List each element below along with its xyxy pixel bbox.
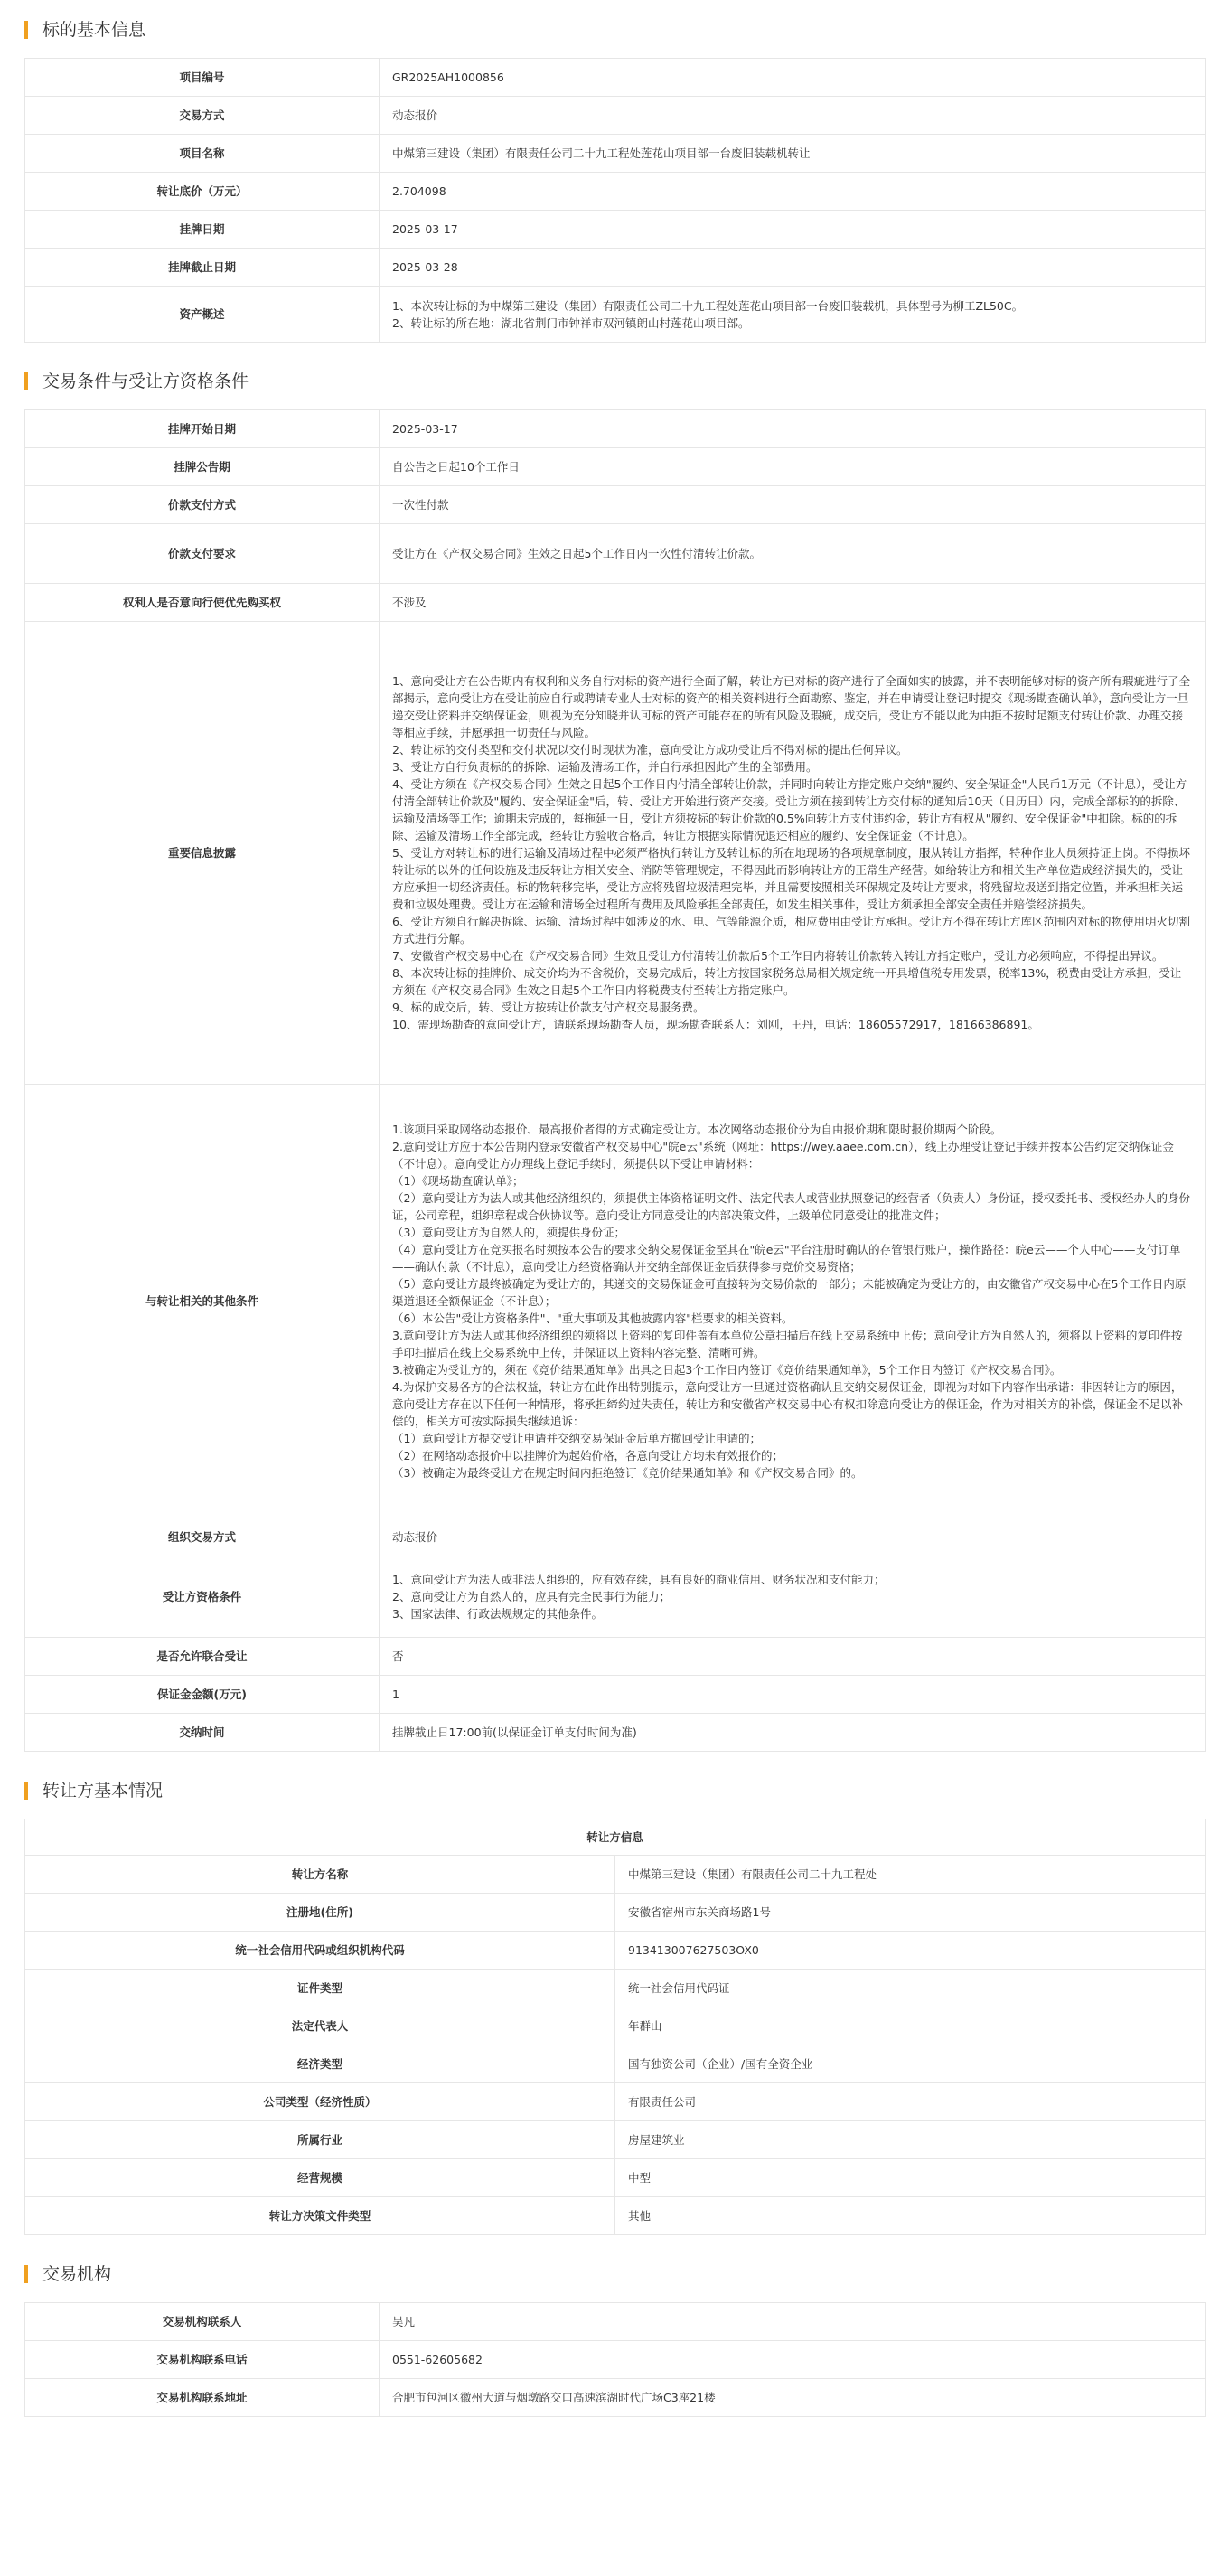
table-row bbox=[25, 1714, 1206, 1752]
row-label: 资产概述 bbox=[25, 287, 380, 343]
other-terms-line: 4.为保护交易各方的合法权益，转让方在此作出特别提示，意向受让方一旦通过资格确认且交纳交易保证金，即视为对如下内容作出承诺：非因转让方的原因，意向受让方存在以下任何一种情形，将承担缔约过失责任，转让方和安徽省产权交易中心有权扣除意向受让方的保证金，作为对相关方的补偿，保证金不足以补偿的，相关方可按实际损失继续追诉： bbox=[392, 1380, 1184, 1428]
table-row bbox=[25, 2197, 1206, 2235]
table-row bbox=[25, 1085, 1206, 1518]
row-value: 其他 bbox=[615, 2197, 1206, 2235]
other-terms-line: 2.意向受让方应于本公告期内登录安徽省产权交易中心"皖e云"系统（网址：https://wey.aaee.com.cn），线上办理受让登记手续并按本公告约定交纳保证金（不计息）。意向受让方办理线上登记手续时，须提供以下受让申请材料： bbox=[392, 1140, 1174, 1170]
row-label: 转让方名称 bbox=[25, 1856, 615, 1894]
disclosure-line: 3、受让方自行负责标的的拆除、运输及清场工作，并自行承担因此产生的全部费用。 bbox=[392, 760, 818, 774]
row-label: 权利人是否意向行使优先购买权 bbox=[25, 584, 380, 622]
disclosure-line: 9、标的成交后，转、受让方按转让价款支付产权交易服务费。 bbox=[392, 1001, 705, 1014]
row-label: 公司类型（经济性质） bbox=[25, 2083, 615, 2121]
disclosure-line: 10、需现场勘查的意向受让方，请联系现场勘查人员，现场勘查联系人：刘刚，王丹，电话：18605572917，18166386891。 bbox=[392, 1018, 1039, 1031]
table-row bbox=[25, 1638, 1206, 1676]
accent-bar bbox=[24, 2265, 28, 2283]
row-value: 2025-03-28 bbox=[380, 249, 1206, 287]
section-header-basic bbox=[24, 16, 1206, 43]
qualification-value bbox=[380, 1556, 1206, 1638]
row-label: 项目编号 bbox=[25, 59, 380, 97]
asset-overview-line: 1、本次转让标的为中煤第三建设（集团）有限责任公司二十九工程处莲花山项目部一台废旧装载机，具体型号为柳工ZL50C。 bbox=[392, 298, 1024, 313]
accent-bar bbox=[24, 1782, 28, 1800]
row-value: 0551-62605682 bbox=[380, 2341, 1206, 2379]
table-row bbox=[25, 2121, 1206, 2159]
disclosure-line: 5、受让方对转让标的进行运输及清场过程中必须严格执行转让方及转让标的所在地现场的各项规章制度，服从转让方指挥，特种作业人员须持证上岗。不得损坏转让标的以外的任何设施及违反转让方相关安全、消防等管理规定，不得因此而影响转让方的正常生产经营。如给转让方和相关生产单位造成经济损失的，受让方应承担一切经济责任。标的物转移完毕，受让方应将残留垃圾清理完毕，并且需要按照相关环保规定及转让方要求，将残留垃圾送到指定位置，并承担相关运费和垃圾处理费。受让方在运输和清场全过程所有费用及风险承担全部责任，如发生相关事件，受让方须承担全部安全责任并赔偿经济损失。 bbox=[392, 846, 1190, 911]
disclosure-line: 1、意向受让方在公告期内有权利和义务自行对标的资产进行全面了解，转让方已对标的资产进行了全面如实的披露，并不表明能够对标的资产所有瑕疵进行了全部揭示，意向受让方在受让前应自行或聘请专业人士对标的资产的相关资料进行全面勘察、鉴定，并在申请受让登记时提交《现场勘查确认单》，意向受让方一旦递交受让资料并交纳保证金，则视为充分知晓并认可标的资产可能存在的所有风险及瑕疵，成交后，受让方不能以此为由拒不按时足额支付转让价款、办理交接等相应手续，并愿承担一切责任与风险。 bbox=[392, 674, 1190, 739]
row-value: 中煤第三建设（集团）有限责任公司二十九工程处莲花山项目部一台废旧装载机转让 bbox=[380, 135, 1206, 173]
row-value: 统一社会信用代码证 bbox=[615, 1970, 1206, 2007]
row-value: 动态报价 bbox=[380, 1518, 1206, 1556]
row-value: 自公告之日起10个工作日 bbox=[380, 448, 1206, 486]
table-row bbox=[25, 1556, 1206, 1638]
other-terms-line: （1）意向受让方提交受让申请并交纳交易保证金后单方撤回受让申请的； bbox=[392, 1432, 761, 1445]
row-value: 国有独资公司（企业）/国有全资企业 bbox=[615, 2045, 1206, 2083]
other-terms-line: （2）意向受让方为法人或其他经济组织的，须提供主体资格证明文件、法定代表人或营业执照登记的经营者（负责人）身份证，授权委托书、授权经办人的身份证，公司章程，组织章程或合伙协议等。意向受让方同意受让的内部决策文件，上级单位同意受让的批准文件； bbox=[392, 1191, 1190, 1222]
table-row bbox=[25, 173, 1206, 211]
disclosure-line: 8、本次转让标的挂牌价、成交价均为不含税价，交易完成后，转让方按国家税务总局相关规定统一开具增值税专用发票，税率13%，税费由受让方承担，受让方须在《产权交易合同》生效之日起5个工作日内将税费支付至转让方指定账户。 bbox=[392, 966, 1182, 997]
table-row bbox=[25, 524, 1206, 584]
basic-info-table bbox=[24, 58, 1206, 343]
row-label: 交易方式 bbox=[25, 97, 380, 135]
section-title-transferor: 转让方基本情况 bbox=[42, 1780, 164, 1800]
disclosure-value bbox=[380, 622, 1206, 1085]
table-row bbox=[25, 1518, 1206, 1556]
row-label: 证件类型 bbox=[25, 1970, 615, 2007]
table-row bbox=[25, 1932, 1206, 1970]
row-label: 受让方资格条件 bbox=[25, 1556, 380, 1638]
row-value: 913413007627503OX0 bbox=[615, 1932, 1206, 1970]
row-value: 年群山 bbox=[615, 2007, 1206, 2045]
other-terms-line: （6）本公告"受让方资格条件"、"重大事项及其他披露内容"栏要求的相关资料。 bbox=[392, 1312, 793, 1325]
row-label: 组织交易方式 bbox=[25, 1518, 380, 1556]
section-header-transferor bbox=[24, 1777, 1206, 1804]
row-value: 安徽省宿州市东关商场路1号 bbox=[615, 1894, 1206, 1932]
row-label: 挂牌公告期 bbox=[25, 448, 380, 486]
section-title-conditions: 交易条件与受让方资格条件 bbox=[42, 371, 249, 391]
qualification-line: 3、国家法律、行政法规规定的其他条件。 bbox=[392, 1607, 603, 1621]
row-label: 重要信息披露 bbox=[25, 622, 380, 1085]
row-label: 所属行业 bbox=[25, 2121, 615, 2159]
row-label: 统一社会信用代码或组织机构代码 bbox=[25, 1932, 615, 1970]
row-label: 转让底价（万元） bbox=[25, 173, 380, 211]
other-terms-line: （4）意向受让方在竞买报名时须按本公告的要求交纳交易保证金至其在"皖e云"平台注册时确认的存管银行账户，操作路径：皖e云——个人中心——支付订单——确认付款（不计息），意向受让方经资格确认并交纳全部保证金后获得参与竞价交易资格； bbox=[392, 1243, 1181, 1274]
table-row bbox=[25, 410, 1206, 448]
other-terms-value bbox=[380, 1085, 1206, 1518]
disclosure-line: 6、受让方须自行解决拆除、运输、清场过程中如涉及的水、电、气等能源介质，相应费用由受让方承担。受让方不得在转让方库区范围内对标的物使用明火切割方式进行分解。 bbox=[392, 915, 1190, 945]
row-value: 2.704098 bbox=[380, 173, 1206, 211]
row-label: 价款支付方式 bbox=[25, 486, 380, 524]
section-title-agency: 交易机构 bbox=[42, 2263, 112, 2284]
row-label: 保证金金额(万元) bbox=[25, 1676, 380, 1714]
row-label: 与转让相关的其他条件 bbox=[25, 1085, 380, 1518]
conditions-table bbox=[24, 409, 1206, 1752]
disclosure-line: 7、安徽省产权交易中心在《产权交易合同》生效且受让方付清转让价款后5个工作日内将转让价款转入转让方指定账户，受让方必须响应，不得提出异议。 bbox=[392, 949, 1164, 963]
transferor-table bbox=[24, 1819, 1206, 2235]
row-value: 房屋建筑业 bbox=[615, 2121, 1206, 2159]
table-row bbox=[25, 1856, 1206, 1894]
row-value: 挂牌截止日17:00前(以保证金订单支付时间为准) bbox=[380, 1714, 1206, 1752]
row-value: 不涉及 bbox=[380, 584, 1206, 622]
row-value: 否 bbox=[380, 1638, 1206, 1676]
section-title-basic: 标的基本信息 bbox=[42, 19, 146, 40]
table-row bbox=[25, 2303, 1206, 2341]
table-row bbox=[25, 1970, 1206, 2007]
other-terms-line: （5）意向受让方最终被确定为受让方的，其递交的交易保证金可直接转为交易价款的一部分；未能被确定为受让方的，由安徽省产权交易中心在5个工作日内原渠道退还全额保证金（不计息）； bbox=[392, 1277, 1187, 1308]
row-label: 挂牌截止日期 bbox=[25, 249, 380, 287]
disclosure-line: 2、转让标的交付类型和交付状况以交付时现状为准，意向受让方成功受让后不得对标的提出任何异议。 bbox=[392, 743, 908, 757]
table-row bbox=[25, 2341, 1206, 2379]
row-label: 交纳时间 bbox=[25, 1714, 380, 1752]
row-value: 有限责任公司 bbox=[615, 2083, 1206, 2121]
other-terms-line: （3）被确定为最终受让方在规定时间内拒绝签订《竞价结果通知单》和《产权交易合同》的。 bbox=[392, 1466, 863, 1480]
row-value: 一次性付款 bbox=[380, 486, 1206, 524]
row-value: 动态报价 bbox=[380, 97, 1206, 135]
table-row bbox=[25, 211, 1206, 249]
qualification-line: 2、意向受让方为自然人的，应具有完全民事行为能力； bbox=[392, 1590, 671, 1603]
table-row bbox=[25, 59, 1206, 97]
row-label: 经济类型 bbox=[25, 2045, 615, 2083]
table-row bbox=[25, 2045, 1206, 2083]
table-row bbox=[25, 287, 1206, 343]
row-value: 2025-03-17 bbox=[380, 211, 1206, 249]
table-row bbox=[25, 2379, 1206, 2417]
table-row bbox=[25, 584, 1206, 622]
row-label: 交易机构联系人 bbox=[25, 2303, 380, 2341]
row-label: 注册地(住所) bbox=[25, 1894, 615, 1932]
table-row bbox=[25, 249, 1206, 287]
table-row bbox=[25, 97, 1206, 135]
row-label: 是否允许联合受让 bbox=[25, 1638, 380, 1676]
row-value: 2025-03-17 bbox=[380, 410, 1206, 448]
asset-overview-value bbox=[380, 287, 1206, 343]
table-row bbox=[25, 448, 1206, 486]
table-row bbox=[25, 622, 1206, 1085]
other-terms-line: （1）《现场勘查确认单》； bbox=[392, 1174, 524, 1188]
row-value: 中型 bbox=[615, 2159, 1206, 2197]
row-value: 吴凡 bbox=[380, 2303, 1206, 2341]
qualification-line: 1、意向受让方为法人或非法人组织的，应有效存续，具有良好的商业信用、财务状况和支付能力； bbox=[392, 1573, 886, 1586]
table-row bbox=[25, 2083, 1206, 2121]
row-label: 交易机构联系电话 bbox=[25, 2341, 380, 2379]
asset-overview-line: 2、转让标的所在地：湖北省荆门市钟祥市双河镇朗山村莲花山项目部。 bbox=[392, 315, 750, 330]
other-terms-line: 1.该项目采取网络动态报价、最高报价者得的方式确定受让方。本次网络动态报价分为自由报价期和限时报价期两个阶段。 bbox=[392, 1123, 1002, 1136]
table-row bbox=[25, 2159, 1206, 2197]
section-header-conditions bbox=[24, 368, 1206, 395]
row-label: 挂牌日期 bbox=[25, 211, 380, 249]
row-value: 中煤第三建设（集团）有限责任公司二十九工程处 bbox=[615, 1856, 1206, 1894]
row-label: 挂牌开始日期 bbox=[25, 410, 380, 448]
table-row bbox=[25, 1676, 1206, 1714]
disclosure-line: 4、受让方须在《产权交易合同》生效之日起5个工作日内付清全部转让价款，并同时向转让方指定账户交纳"履约、安全保证金"人民币1万元（不计息），受让方付清全部转让价款及"履约、安全保证金"后，转、受让方开始进行资产交接。受让方须在接到转让方交付标的通知后10天（日历日）内，完成全部标的的拆除、运输及清场等工作；逾期未完成的，每拖延一日，受让方须按标的转让价款的0.5%向转让方支付违约金，转让方有权从"履约、安全保证金"中扣除。标的的拆除、运输及清场工作全部完成，经转让方验收合格后，转让方根据实际情况退还相应的履约、安全保证金（不计息）。 bbox=[392, 777, 1187, 842]
other-terms-line: （3）意向受让方为自然人的，须提供身份证； bbox=[392, 1226, 625, 1239]
row-value: 受让方在《产权交易合同》生效之日起5个工作日内一次性付清转让价款。 bbox=[380, 524, 1206, 584]
agency-table bbox=[24, 2302, 1206, 2417]
table-row bbox=[25, 486, 1206, 524]
row-label: 项目名称 bbox=[25, 135, 380, 173]
table-title-row bbox=[25, 1819, 1206, 1856]
row-value: GR2025AH1000856 bbox=[380, 59, 1206, 97]
row-label: 价款支付要求 bbox=[25, 524, 380, 584]
section-header-agency bbox=[24, 2261, 1206, 2288]
table-title: 转让方信息 bbox=[25, 1819, 1206, 1856]
table-row bbox=[25, 1894, 1206, 1932]
row-value: 合肥市包河区徽州大道与烟墩路交口高速滨湖时代广场C3座21楼 bbox=[380, 2379, 1206, 2417]
row-label: 法定代表人 bbox=[25, 2007, 615, 2045]
row-value: 1 bbox=[380, 1676, 1206, 1714]
accent-bar bbox=[24, 372, 28, 390]
other-terms-line: 3.被确定为受让方的，须在《竞价结果通知单》出具之日起3个工作日内签订《竞价结果通知单》，5个工作日内签订《产权交易合同》。 bbox=[392, 1363, 1062, 1377]
table-row bbox=[25, 2007, 1206, 2045]
table-row bbox=[25, 135, 1206, 173]
accent-bar bbox=[24, 21, 28, 39]
row-label: 交易机构联系地址 bbox=[25, 2379, 380, 2417]
other-terms-line: 3.意向受让方为法人或其他经济组织的须将以上资料的复印件盖有本单位公章扫描后在线上交易系统中上传；意向受让方为自然人的，须将以上资料的复印件按手印扫描后在线上交易系统中上传，并保证以上资料内容完整、清晰可辨。 bbox=[392, 1329, 1183, 1359]
row-label: 经营规模 bbox=[25, 2159, 615, 2197]
row-label: 转让方决策文件类型 bbox=[25, 2197, 615, 2235]
other-terms-line: （2）在网络动态报价中以挂牌价为起始价格，各意向受让方均未有效报价的； bbox=[392, 1449, 783, 1462]
